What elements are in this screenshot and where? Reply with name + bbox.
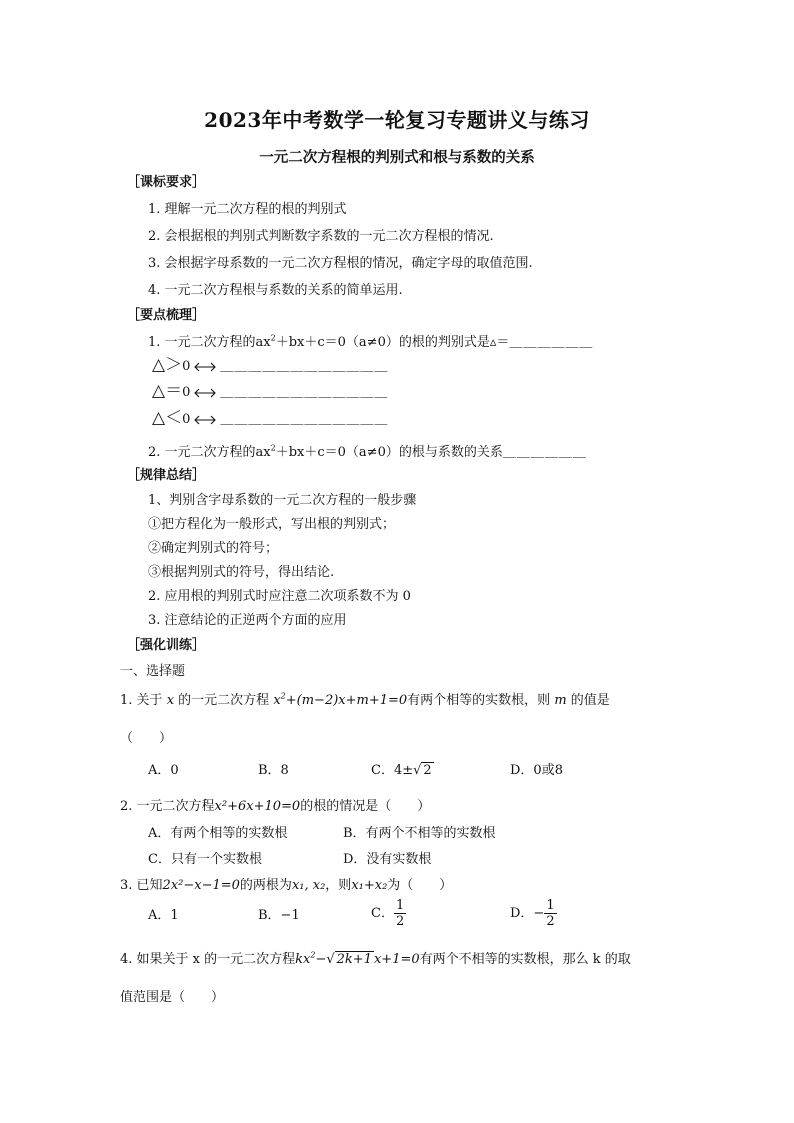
keypoint-text: 1. 一元二次方程的ax: [148, 335, 271, 350]
double-arrow-icon: [194, 415, 216, 425]
page-subtitle: 一元二次方程根的判别式和根与系数的关系: [259, 149, 535, 166]
rule-item: ①把方程化为一般形式，写出根的判别式；: [148, 517, 396, 532]
delta-symbol: ▵＝: [489, 335, 510, 350]
section-heading-requirements: ［课标要求］: [127, 175, 206, 190]
keypoint-text: ＋bx＋c＝0（a≠0）的根的判别式是: [275, 335, 490, 350]
requirement-item: 2. 会根据根的判别式判断数字系数的一元二次方程根的情况.: [148, 229, 494, 244]
question-4: [120, 951, 631, 969]
keypoint-item-1: [148, 334, 593, 352]
zero: 0: [182, 385, 191, 400]
option-d[interactable]: D．0或8: [510, 763, 563, 778]
superscript: 2: [270, 333, 276, 343]
equation-term: x: [273, 693, 281, 708]
option-b[interactable]: B．−1: [258, 908, 300, 923]
question-text: 的一元二次方程: [178, 693, 270, 708]
sqrt-expression: √ 2: [413, 763, 432, 778]
superscript: 2: [280, 691, 286, 701]
double-arrow-icon: [194, 362, 216, 372]
requirement-item: 4. 一元二次方程根与系数的关系的简单运用.: [148, 283, 403, 298]
equation-term: −: [315, 952, 327, 967]
delta-compare: △＝: [152, 381, 183, 401]
question-3: [120, 877, 452, 895]
option-c[interactable]: C．只有一个实数根: [148, 852, 262, 867]
page-title: 2023年中考数学一轮复习专题讲义与练习: [204, 108, 590, 132]
double-arrow-icon: [194, 388, 216, 398]
equation-term: x+1=0: [373, 952, 420, 967]
question-2: [120, 798, 430, 816]
root-sum: x₁+x₂: [351, 878, 388, 893]
sqrt-expression: √ 2k+1: [326, 952, 372, 967]
fraction: [544, 898, 556, 929]
keypoint-item-2: [148, 444, 587, 462]
delta-row: [152, 409, 388, 429]
question-4-continued: 值范围是（ ）: [120, 990, 225, 1005]
option-d[interactable]: D．没有实数根: [343, 852, 432, 867]
option-b[interactable]: B．8: [258, 763, 289, 778]
fill-blank: ＿＿＿＿＿＿: [509, 335, 594, 350]
fill-blank: ＿＿＿＿＿＿＿＿＿＿＿＿: [220, 359, 389, 374]
sqrt-radicand: 2k+1: [336, 952, 372, 967]
option-label: C．: [371, 906, 394, 921]
fraction-numerator: 1: [395, 898, 405, 913]
delta-compare: △＜: [152, 408, 183, 428]
equation-term: +(m−2)x+m+1=0: [285, 693, 408, 708]
rule-item: 1、判别含字母系数的一元二次方程的一般步骤: [148, 493, 417, 508]
question-text: 有两个相等的实数根，则: [407, 693, 551, 708]
question-text: 4. 如果关于 x 的一元二次方程: [120, 952, 296, 967]
option-label: D．−: [510, 906, 545, 921]
part-heading: 一、选择题: [120, 664, 186, 679]
delta-compare: △＞: [152, 355, 183, 375]
question-text: 的值是: [570, 693, 610, 708]
rule-item: ③根据判别式的符号，得出结论.: [148, 565, 335, 580]
sqrt-radicand: 2: [423, 763, 432, 778]
fraction-denominator: 2: [546, 914, 555, 929]
equation: [273, 693, 407, 708]
requirement-item: 1. 理解一元二次方程的根的判别式: [148, 202, 347, 217]
equation-term: kx: [295, 952, 311, 967]
section-heading-keypoints: ［要点梳理］: [127, 308, 206, 323]
keypoint-text: 2. 一元二次方程的ax: [148, 445, 271, 460]
rule-item: 3. 注意结论的正逆两个方面的应用: [148, 613, 347, 628]
question-text: 的根的情况是（ ）: [300, 799, 431, 814]
root-names: x₁, x₂: [291, 878, 326, 893]
delta-row: [152, 356, 388, 376]
question-1: [120, 692, 610, 710]
question-text: 为（ ）: [387, 878, 453, 893]
equation: [295, 952, 420, 967]
option-c[interactable]: [371, 762, 434, 780]
keypoint-text: ＋bx＋c＝0（a≠0）的根与系数的关系: [275, 445, 503, 460]
question-text: ，则: [325, 878, 352, 893]
question-text: 有两个不相等的实数根，那么 k 的取: [419, 952, 631, 967]
question-text: 2. 一元二次方程: [120, 799, 215, 814]
fill-blank: ＿＿＿＿＿＿: [502, 445, 587, 460]
fraction-numerator: 1: [546, 898, 555, 913]
fill-blank: ＿＿＿＿＿＿＿＿＿＿＿＿: [220, 412, 389, 427]
superscript: 2: [270, 443, 276, 453]
zero: 0: [182, 412, 191, 427]
delta-row: [152, 382, 388, 402]
section-heading-rules: ［规律总结］: [127, 468, 206, 483]
rule-item: ②确定判别式的符号；: [148, 541, 279, 556]
fraction-denominator: 2: [395, 914, 405, 929]
option-a[interactable]: A．0: [148, 763, 179, 778]
option-a[interactable]: A．有两个相等的实数根: [148, 826, 288, 841]
option-a[interactable]: A．1: [148, 908, 179, 923]
math-variable: x: [166, 693, 175, 708]
zero: 0: [182, 359, 191, 374]
equation: 2x²−x−1=0: [162, 878, 240, 893]
fraction: [394, 898, 406, 929]
question-text: 1. 关于: [120, 693, 163, 708]
equation: x²+6x+10=0: [214, 799, 301, 814]
superscript: 2: [310, 950, 316, 960]
option-label: C．4±: [371, 763, 414, 778]
question-text: 3. 已知: [120, 878, 163, 893]
answer-paren: （ ）: [120, 731, 173, 746]
math-variable: m: [554, 693, 567, 708]
option-b[interactable]: B．有两个不相等的实数根: [343, 826, 496, 841]
section-heading-training: ［强化训练］: [127, 638, 206, 653]
rule-item: 2. 应用根的判别式时应注意二次项系数不为 0: [148, 589, 411, 604]
requirement-item: 3. 会根据字母系数的一元二次方程根的情况，确定字母的取值范围.: [148, 256, 533, 271]
option-c[interactable]: [371, 898, 406, 929]
fill-blank: ＿＿＿＿＿＿＿＿＿＿＿＿: [220, 385, 389, 400]
question-text: 的两根为: [239, 878, 292, 893]
option-d[interactable]: [510, 898, 557, 929]
